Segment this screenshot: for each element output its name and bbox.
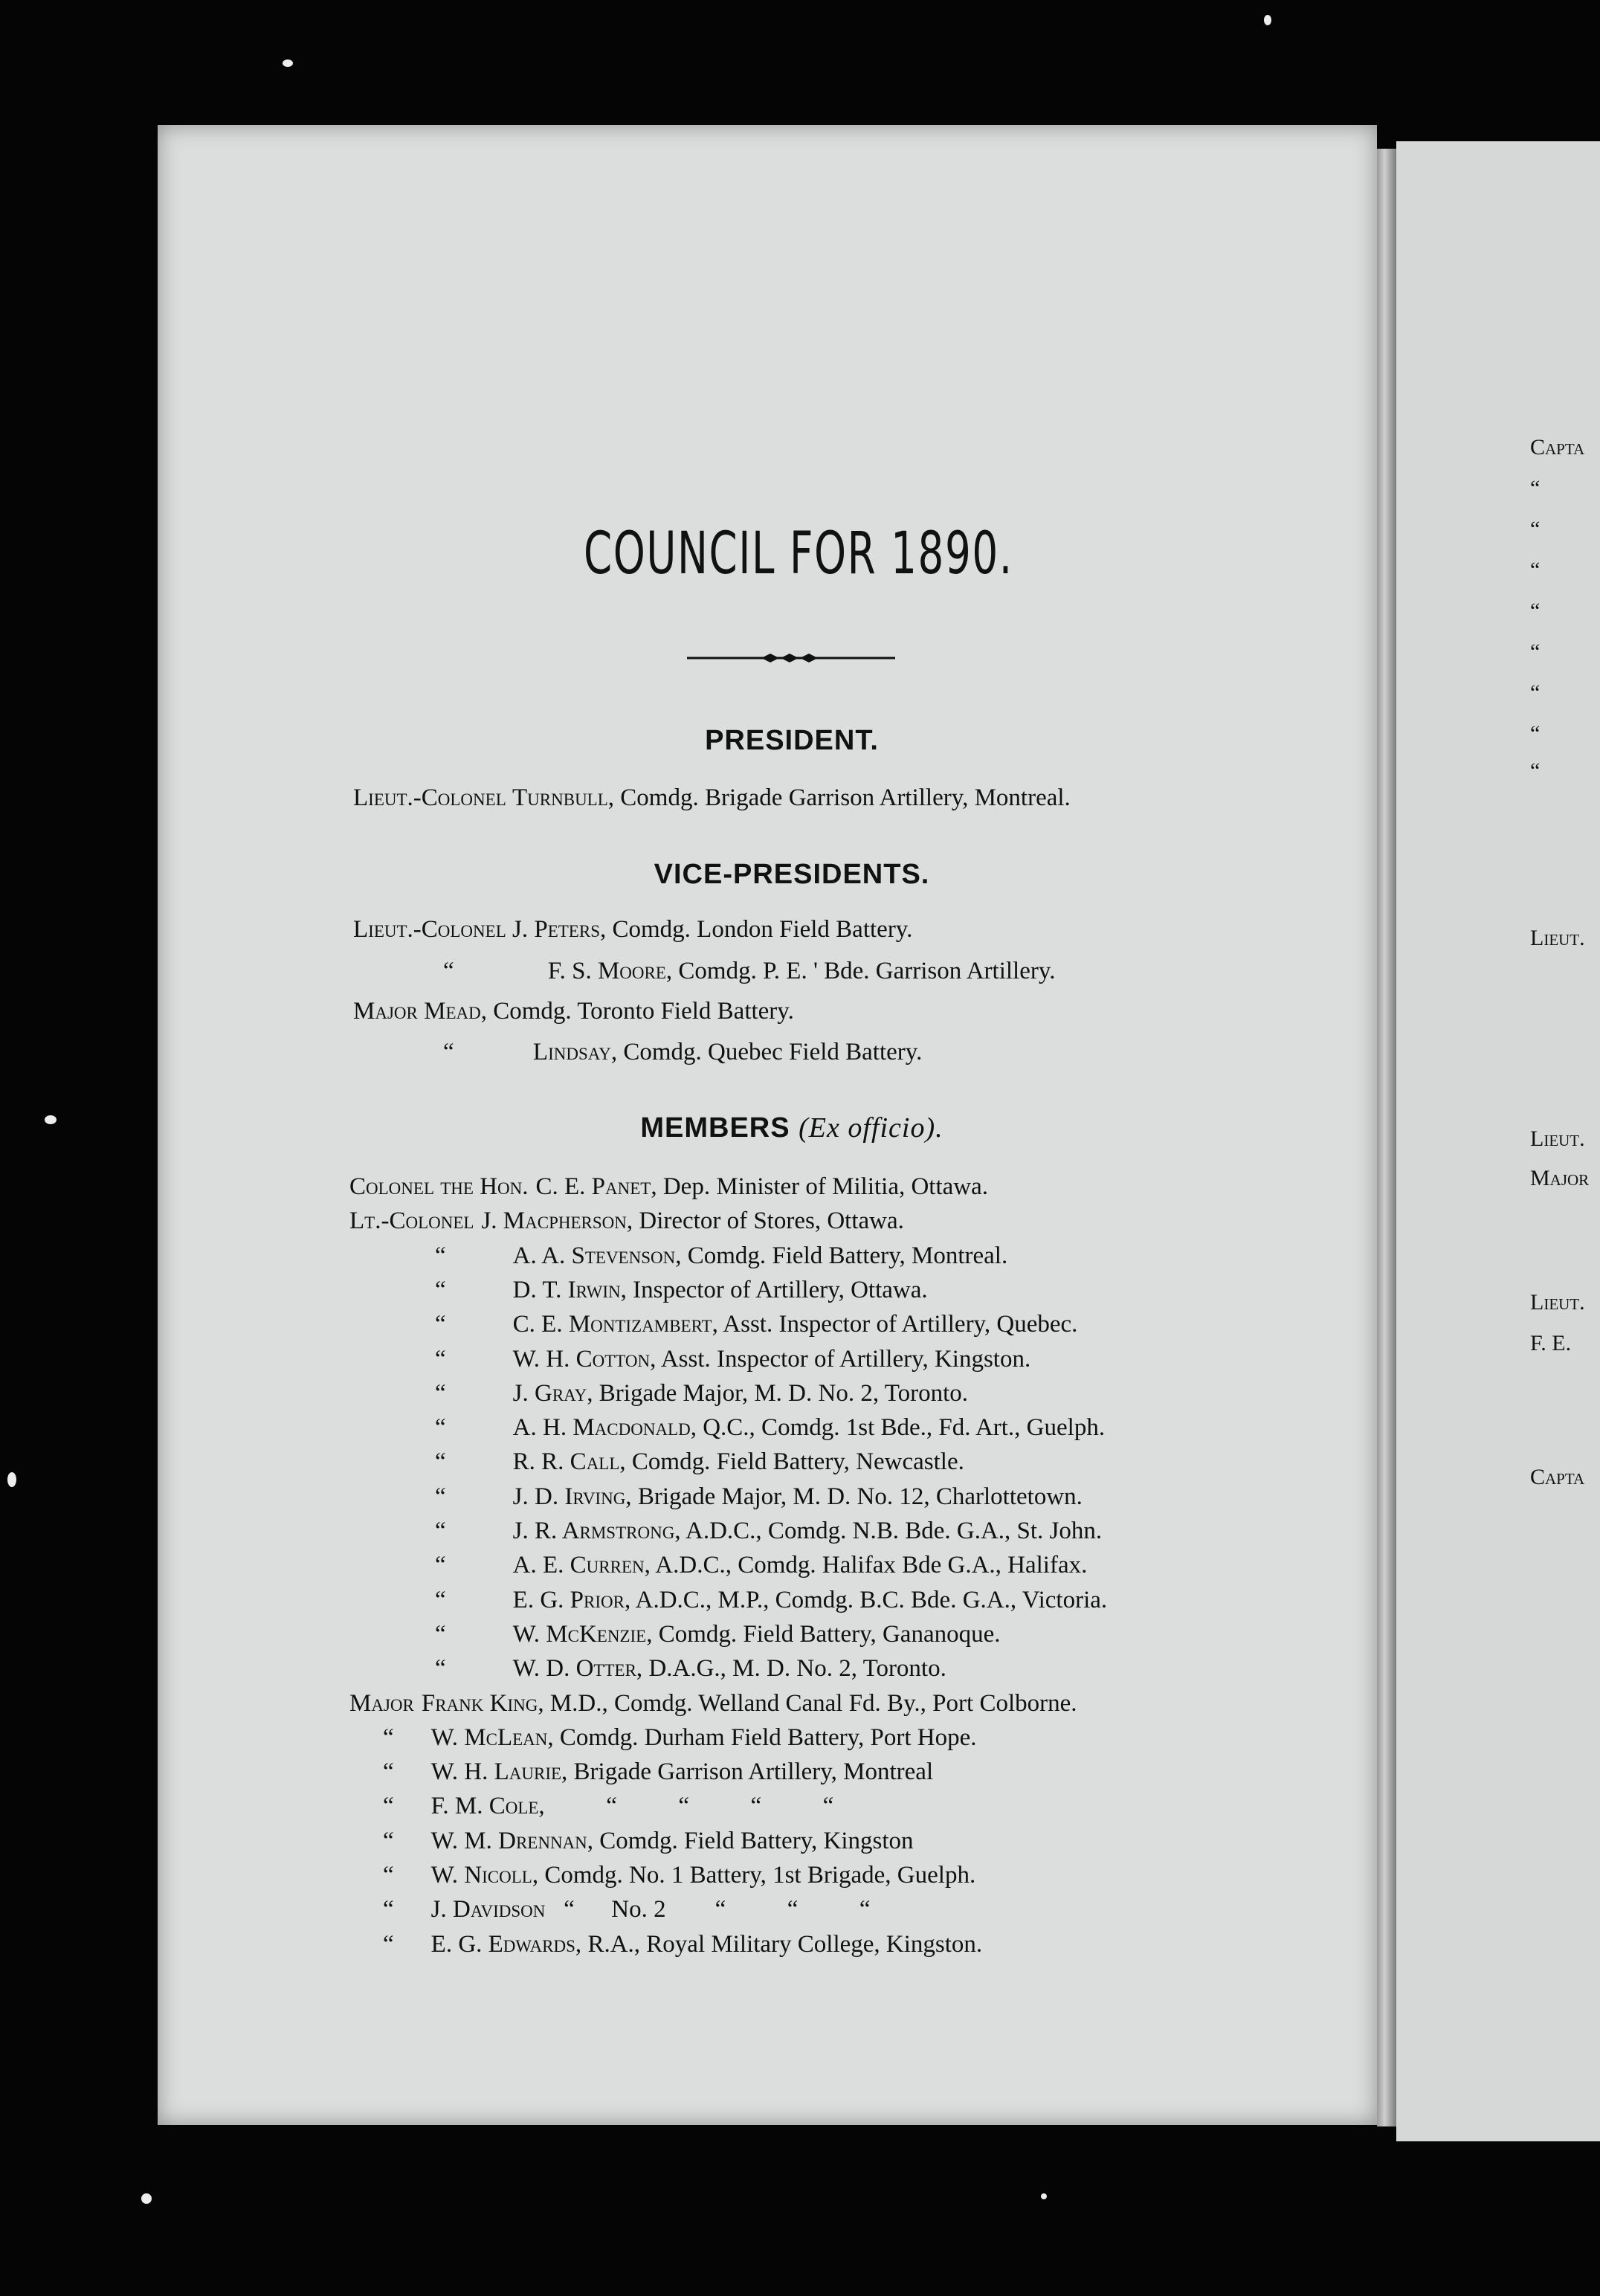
entry-name: W. D. Otter,: [512, 1655, 643, 1682]
member-entry: [435, 1552, 1087, 1579]
facing-line: F. E.: [1530, 1331, 1572, 1355]
facing-line: Major: [1530, 1166, 1590, 1190]
ditto-mark: “: [383, 1724, 394, 1751]
entry-name: J. Davidson: [430, 1896, 546, 1923]
dust-speck: [1264, 15, 1271, 25]
entry-details: Comdg. Brigade Garrison Artillery, Montreal.: [614, 784, 1071, 811]
entry-name: A. H. Macdonald,: [512, 1414, 697, 1441]
entry-name: F. M. Cole,: [430, 1793, 545, 1819]
ditto-mark: “: [383, 1828, 394, 1854]
entry-name: A. E. Curren,: [512, 1552, 651, 1578]
entry-details: Asst. Inspector of Artillery, Kingston.: [656, 1346, 1031, 1373]
ditto-mark: “: [435, 1242, 446, 1269]
president-heading: PRESIDENT.: [705, 725, 879, 756]
ditto-mark: “: [435, 1587, 446, 1613]
members-heading-label: MEMBERS: [640, 1112, 790, 1144]
ditto-mark: “: [383, 1896, 394, 1923]
entry-details: A.D.C., M.P., Comdg. B.C. Bde. G.A., Victoria.: [630, 1587, 1108, 1613]
ditto-mark: “: [435, 1311, 446, 1338]
ditto-mark: “: [383, 1793, 394, 1819]
entry-details: A.D.C., Comdg. N.B. Bde. G.A., St. John.: [680, 1518, 1103, 1544]
member-entry: [435, 1518, 1102, 1545]
entry-name: E. G. Prior,: [512, 1587, 631, 1613]
facing-line: “: [1530, 639, 1541, 664]
vice-president-entry: [353, 916, 912, 944]
entry-name: Frank King,: [421, 1690, 544, 1717]
member-entry: [383, 1931, 982, 1958]
dust-speck: [283, 59, 293, 67]
dust-speck: [141, 2193, 152, 2204]
entry-details: Comdg. Durham Field Battery, Port Hope.: [553, 1724, 977, 1751]
member-entry: [383, 1862, 975, 1889]
vice-president-entry: [443, 1039, 922, 1066]
entry-details: Q.C., Comdg. 1st Bde., Fd. Art., Guelph.: [696, 1414, 1106, 1441]
entry-name: W. Nicoll,: [430, 1862, 539, 1889]
facing-line: Capta: [1530, 435, 1585, 459]
ditto-mark: “: [383, 1931, 394, 1958]
entry-rank: Lieut.-Colonel: [353, 916, 506, 943]
entry-details: Comdg. Toronto Field Battery.: [486, 998, 794, 1025]
ditto-mark: “: [435, 1483, 446, 1510]
facing-line: “: [1530, 599, 1541, 623]
entry-details: Asst. Inspector of Artillery, Quebec.: [717, 1311, 1078, 1338]
entry-name: Lindsay,: [532, 1039, 618, 1065]
entry-name: A. A. Stevenson,: [512, 1242, 682, 1269]
president-entry: [353, 784, 1071, 812]
dust-speck: [1041, 2193, 1047, 2199]
vice-president-entry: [353, 998, 794, 1025]
entry-name: C. E. Montizambert,: [512, 1311, 718, 1338]
page-title: COUNCIL FOR 1890.: [583, 520, 1013, 587]
member-entry: [383, 1758, 933, 1786]
entry-name: W. McLean,: [430, 1724, 554, 1751]
entry-rank: Lieut.-Colonel: [353, 784, 506, 811]
member-entry: [383, 1896, 871, 1923]
entry-details: Brigade Major, M. D. No. 12, Charlottetown.: [631, 1483, 1083, 1510]
member-entry: [383, 1724, 977, 1752]
dust-speck: [7, 1472, 16, 1487]
member-entry: [435, 1242, 1007, 1270]
ditto-mark: “: [435, 1414, 446, 1441]
facing-line: “: [1530, 476, 1541, 500]
entry-details: Comdg. Quebec Field Battery.: [617, 1039, 923, 1065]
member-entry: [435, 1621, 1001, 1648]
entry-rank: Colonel the Hon.: [349, 1173, 529, 1200]
entry-rank: Major: [349, 1690, 414, 1717]
entry-details: D.A.G., M. D. No. 2, Toronto.: [642, 1655, 946, 1682]
entry-rank: Lt.-Colonel: [349, 1207, 474, 1234]
entry-rank: Major: [353, 998, 418, 1025]
entry-details: M.D., Comdg. Welland Canal Fd. By., Port Colborne.: [543, 1690, 1077, 1717]
ditto-mark: “: [435, 1621, 446, 1648]
ditto-mark: “: [435, 1380, 446, 1407]
entry-name: W. McKenzie,: [512, 1621, 653, 1648]
entry-name: R. R. Call,: [512, 1448, 626, 1475]
member-entry: [435, 1346, 1030, 1373]
ditto-mark: “: [435, 1655, 446, 1682]
member-entry: [435, 1655, 946, 1683]
ditto-mark: “: [383, 1862, 394, 1889]
member-entry: [435, 1414, 1105, 1442]
ditto-mark: “: [435, 1448, 446, 1475]
entry-name: J. Macpherson,: [481, 1207, 633, 1234]
member-entry: [435, 1587, 1107, 1614]
members-heading-suffix: (Ex officio).: [799, 1112, 943, 1144]
ditto-mark: “: [435, 1518, 446, 1544]
member-entry: [435, 1380, 968, 1407]
entry-details: Dep. Minister of Militia, Ottawa.: [657, 1173, 989, 1200]
facing-line: Capta: [1530, 1465, 1585, 1489]
entry-details: Director of Stores, Ottawa.: [633, 1207, 904, 1234]
members-heading: [0, 1112, 1584, 1144]
ditto-mark: “: [443, 1039, 454, 1065]
entry-details: Brigade Garrison Artillery, Montreal: [567, 1758, 934, 1785]
member-entry: [383, 1828, 914, 1855]
member-entry: [435, 1448, 964, 1476]
entry-details: Comdg. P. E. ' Bde. Garrison Artillery.: [672, 958, 1056, 984]
entry-name: J. D. Irving,: [512, 1483, 632, 1510]
entry-details: Inspector of Artillery, Ottawa.: [626, 1277, 928, 1303]
facing-line: Lieut.: [1530, 926, 1585, 950]
member-entry: [435, 1483, 1083, 1511]
entry-name: E. G. Edwards,: [430, 1931, 582, 1958]
facing-line: Lieut.: [1530, 1290, 1585, 1315]
ditto-mark: “: [435, 1277, 446, 1303]
vice-presidents-heading: VICE-PRESIDENTS.: [654, 859, 930, 890]
ditto-mark: “: [443, 958, 454, 984]
entry-name: Turnbull,: [512, 784, 615, 811]
facing-line: Lieut.: [1530, 1126, 1585, 1151]
ditto-mark: “: [435, 1346, 446, 1373]
member-entry: [349, 1173, 988, 1201]
facing-line: “: [1530, 517, 1541, 541]
facing-line: “: [1530, 721, 1541, 746]
entry-details: Comdg. Field Battery, Kingston: [593, 1828, 914, 1854]
facing-line: “: [1530, 558, 1541, 582]
member-entry: [435, 1311, 1077, 1338]
entry-details: Comdg. Field Battery, Newcastle.: [625, 1448, 964, 1475]
entry-name: F. S. Moore,: [547, 958, 673, 984]
entry-details: Comdg. London Field Battery.: [606, 916, 913, 943]
entry-details: “ No. 2 “ “ “: [545, 1896, 871, 1923]
entry-name: W. H. Cotton,: [512, 1346, 657, 1373]
entry-name: W. H. Laurie,: [430, 1758, 568, 1785]
entry-name: J. R. Armstrong,: [512, 1518, 681, 1544]
entry-details: A.D.C., Comdg. Halifax Bde G.A., Halifax.: [650, 1552, 1088, 1578]
entry-details: “ “ “ “: [544, 1793, 834, 1819]
entry-name: J. Peters,: [512, 916, 607, 943]
member-entry: [349, 1207, 904, 1235]
facing-line: “: [1530, 758, 1541, 783]
ditto-mark: “: [383, 1758, 394, 1785]
facing-line: “: [1530, 680, 1541, 705]
entry-details: Brigade Major, M. D. No. 2, Toronto.: [593, 1380, 968, 1407]
member-entry: [383, 1793, 833, 1820]
entry-name: J. Gray,: [512, 1380, 593, 1407]
vice-president-entry: [443, 958, 1055, 985]
ditto-mark: “: [435, 1552, 446, 1578]
member-entry: [435, 1277, 928, 1304]
member-entry: [349, 1690, 1077, 1718]
entry-name: Mead,: [424, 998, 487, 1025]
entry-details: Comdg. Field Battery, Gananoque.: [652, 1621, 1001, 1648]
entry-name: C. E. Panet,: [535, 1173, 657, 1200]
entry-details: R.A., Royal Military College, Kingston.: [581, 1931, 983, 1958]
divider-ornament: [687, 647, 895, 669]
entry-details: Comdg. No. 1 Battery, 1st Brigade, Guelph.: [538, 1862, 976, 1889]
entry-name: W. M. Drennan,: [430, 1828, 594, 1854]
entry-name: D. T. Irwin,: [512, 1277, 627, 1303]
entry-details: Comdg. Field Battery, Montreal.: [681, 1242, 1008, 1269]
